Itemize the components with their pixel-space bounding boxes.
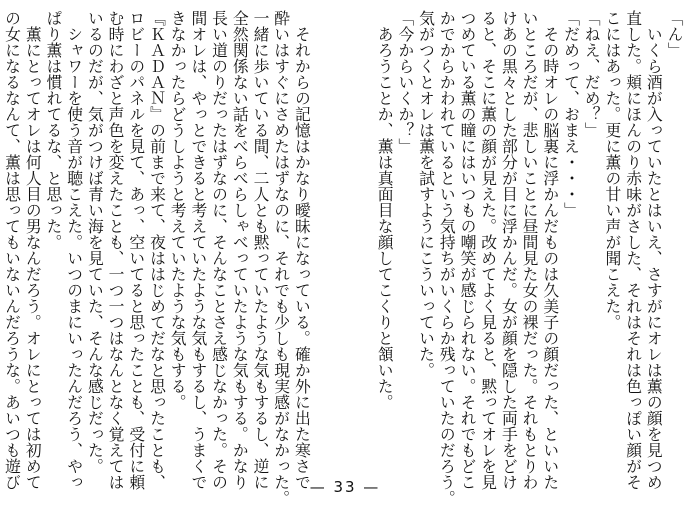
- text-line: あろうことか、薫は真面目な顔してこくりと頷いた。: [375, 10, 395, 410]
- text-line: いるのだが、気がつけば青い海を見ていた、そんな感じだった。: [85, 10, 105, 474]
- text-line: つめている薫の瞳にはいつもの嘲笑が感じられない。それでもどこ: [457, 10, 477, 490]
- text-line: の女になるなんて、薫は思ってもいないんだろうな。あいつも遊び: [2, 10, 22, 490]
- blank-line: [353, 10, 374, 472]
- text-line: 「ん」: [665, 10, 684, 58]
- text-line: きなかったらどうしようと考えていたような気もする。: [168, 10, 188, 410]
- text-line: 長い道のりだったはずなのに、そんなことさえ感じなかった。その: [209, 10, 229, 490]
- text-line: 「ねえ、だめ？」: [582, 10, 602, 138]
- text-line: ぱり薫は慣れてるな、と思った。: [43, 10, 63, 250]
- text-line: ると、そこに薫の顔が見えた。改めてよく見ると、黙ってオレを見: [478, 10, 498, 490]
- text-line: 全然関係ない話をべらべらしゃべっていたような気もする。かなり: [230, 10, 250, 490]
- text-line: その時オレの脳裏に浮かんだものは久美子の顔だった、といいた: [540, 10, 560, 490]
- text-line: それからの記憶はかなり曖昧になっている。確か外に出た寒さで: [292, 10, 312, 490]
- text-line: 『ＫＡＤＡＮ』の前まで来て、夜ははじめてだなと思ったことも、: [147, 10, 167, 490]
- blank-line: [311, 10, 332, 472]
- text-line: いところだが、悲しいことに昼間見た女の裸だった。それもとりわ: [520, 10, 540, 490]
- text-line: かでからかわれているという気持ちがいくらか残っていたのだろう。: [437, 10, 457, 506]
- page-number: — 33 —: [309, 478, 381, 496]
- text-line: けあの黒々とした部分が目に浮かんだ。女が顔を隠した両手をどけ: [499, 10, 519, 490]
- text-line: 間オレは、やっとできると考えていたような気もするし、うまくで: [188, 10, 208, 490]
- text-line: [0, 10, 1, 472]
- text-line: 気がつくとオレは薫を試すようにこういっていた。: [416, 10, 436, 378]
- text-line: 「今からいくか？」: [395, 10, 415, 154]
- text-line: ロビーのパネルを見て、あっ、空いてると思ったことも、受付に頼: [126, 10, 146, 490]
- text-line: 直した。頬にほんのり赤味がさした、それはそれは色っぽい顔がそ: [623, 10, 643, 490]
- blank-line: [332, 10, 353, 472]
- text-line: シャワーを使う音が聴こえた。いつのまにいったんだろう、やっ: [64, 10, 84, 490]
- text-line: こにはあった。更に薫の甘い声が聞こえた。: [602, 10, 622, 330]
- text-line: 一緒に歩いている間、二人とも黙っていたような気もするし、逆に: [250, 10, 270, 490]
- text-line: いくら酒が入っていたとはいえ、さすがにオレは薫の顔を見つめ: [644, 10, 664, 490]
- text-line: む時にわざと声色を変えたことも、一つ一つはなんとなく覚えては: [106, 10, 126, 490]
- text-line: 酔いはすぐにさめたはずなのに、それでも少しも現実感がなかった。: [271, 10, 291, 506]
- text-line: 「だめって、おまえ・・・」: [561, 10, 581, 218]
- text-line: 薫にとってオレは何人目の男なんだろう。オレにとっては初めて: [23, 10, 43, 490]
